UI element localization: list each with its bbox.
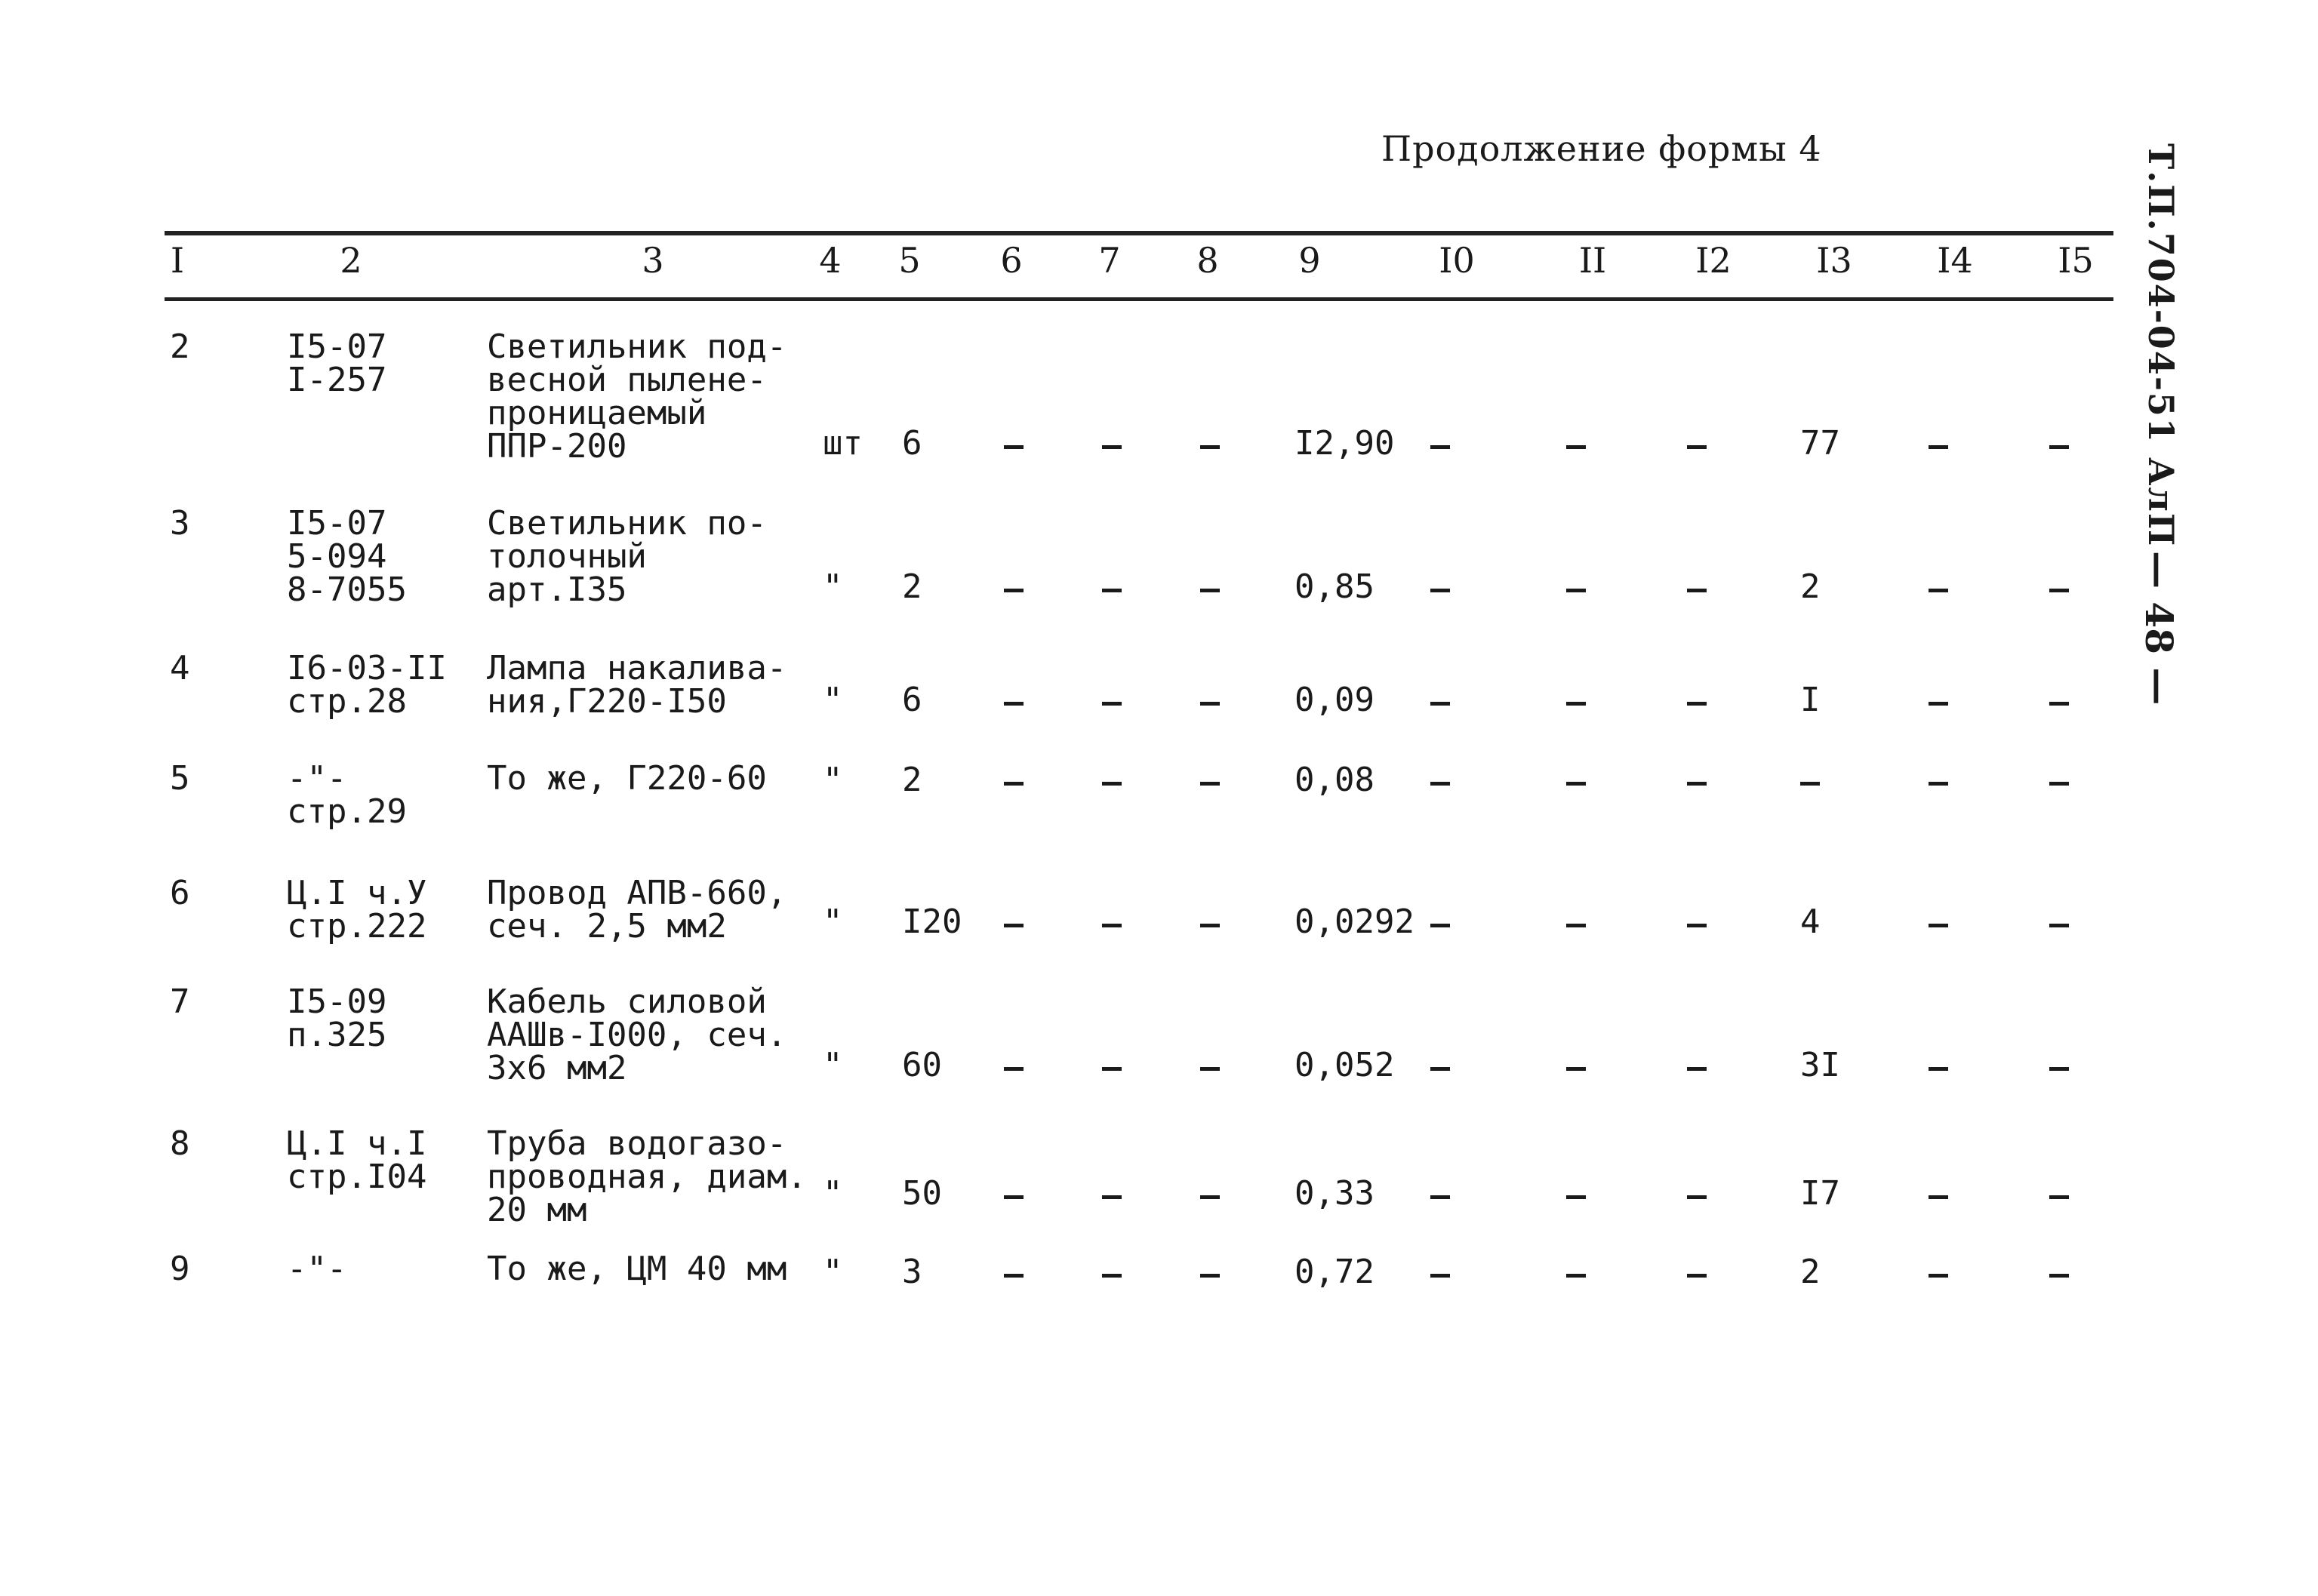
empty-dash-c14 <box>1929 782 1948 786</box>
empty-dash-c15 <box>2049 924 2069 927</box>
row-number: 7 <box>170 983 190 1021</box>
norm-code-line: стр.29 <box>287 792 407 831</box>
item-name-line: Кабель силовой <box>487 983 767 1021</box>
empty-dash-c6 <box>1004 1274 1024 1278</box>
column-header-13: I3 <box>1816 240 1852 281</box>
value-cell-c13: I7 <box>1800 1174 1840 1213</box>
row-number: 6 <box>170 874 190 912</box>
empty-dash-c15 <box>2049 445 2069 449</box>
empty-dash-c10 <box>1430 1274 1450 1278</box>
empty-dash-c10 <box>1430 589 1450 592</box>
unit-cell: " <box>823 903 843 941</box>
empty-dash-c10 <box>1430 702 1450 706</box>
item-name-line: 20 мм <box>487 1191 587 1229</box>
empty-dash-c8 <box>1200 1195 1220 1199</box>
row-number: 4 <box>170 649 190 687</box>
unit-cell: шт <box>823 424 863 463</box>
empty-dash-c10 <box>1430 1067 1450 1071</box>
row-number: 2 <box>170 328 190 366</box>
empty-dash-c8 <box>1200 702 1220 706</box>
norm-code-line: -"- <box>287 759 347 798</box>
norm-code-line: 8-7055 <box>287 570 407 609</box>
empty-dash-c12 <box>1687 1195 1707 1199</box>
item-name-line: проводная, диам. <box>487 1158 807 1196</box>
unit-cell: " <box>823 1174 843 1213</box>
empty-dash-c10 <box>1430 924 1450 927</box>
empty-dash-c6 <box>1004 589 1024 592</box>
value-cell-c13: I <box>1800 681 1821 719</box>
column-header-11: II <box>1578 240 1607 281</box>
column-header-1: I <box>170 240 185 281</box>
table-header-rule <box>165 297 2113 301</box>
value-cell-c13: 77 <box>1800 424 1840 463</box>
empty-dash-c6 <box>1004 782 1024 786</box>
empty-dash-c12 <box>1687 924 1707 927</box>
empty-dash-c15 <box>2049 782 2069 786</box>
unit-cell: " <box>823 1253 843 1291</box>
empty-dash-c12 <box>1687 445 1707 449</box>
norm-code-line: -"- <box>287 1250 347 1288</box>
empty-dash-c6 <box>1004 924 1024 927</box>
quantity-cell: 60 <box>902 1046 942 1084</box>
empty-dash-c12 <box>1687 702 1707 706</box>
empty-dash-c11 <box>1566 445 1586 449</box>
row-number: 5 <box>170 759 190 798</box>
empty-dash-c11 <box>1566 924 1586 927</box>
item-name-line: То же, ЦМ 40 мм <box>487 1250 787 1288</box>
item-name-line: ния,Г220-I50 <box>487 682 727 721</box>
row-number: 3 <box>170 504 190 543</box>
unit-cell: " <box>823 567 843 606</box>
item-name-line: 3х6 мм2 <box>487 1049 627 1087</box>
empty-dash-c8 <box>1200 782 1220 786</box>
empty-dash-c14 <box>1929 1067 1948 1071</box>
quantity-cell: 2 <box>902 761 922 799</box>
empty-dash-c6 <box>1004 1195 1024 1199</box>
price-cell: 0,052 <box>1294 1046 1395 1084</box>
item-name-line: То же, Г220-60 <box>487 759 767 798</box>
quantity-cell: I20 <box>902 903 962 941</box>
item-name-line: Светильник под- <box>487 328 787 366</box>
page-number-text: — 48 — <box>2137 551 2181 706</box>
norm-code-line: I6-03-II <box>287 649 447 687</box>
item-name-line: проницаемый <box>487 394 707 432</box>
empty-dash-c7 <box>1102 702 1122 706</box>
column-header-10: I0 <box>1439 240 1475 281</box>
price-cell: 0,08 <box>1294 761 1374 799</box>
column-header-4: 4 <box>819 240 842 281</box>
empty-dash-c14 <box>1929 445 1948 449</box>
empty-dash-c8 <box>1200 924 1220 927</box>
empty-dash-c10 <box>1430 1195 1450 1199</box>
empty-dash-c8 <box>1200 1274 1220 1278</box>
item-name-line: Труба водогазо- <box>487 1124 787 1163</box>
empty-dash-c7 <box>1102 445 1122 449</box>
norm-code-line: Ц.I ч.I <box>287 1124 427 1163</box>
empty-dash-c7 <box>1102 782 1122 786</box>
norm-code-line: I-257 <box>287 361 387 399</box>
norm-code-line: 5-094 <box>287 537 387 576</box>
norm-code-line: I5-09 <box>287 983 387 1021</box>
column-header-9: 9 <box>1298 240 1321 281</box>
empty-dash-c14 <box>1929 589 1948 592</box>
norm-code-line: I5-07 <box>287 504 387 543</box>
row-number: 9 <box>170 1250 190 1288</box>
column-header-6: 6 <box>1000 240 1023 281</box>
empty-dash-c7 <box>1102 1274 1122 1278</box>
empty-dash-c7 <box>1102 1195 1122 1199</box>
item-name-line: сеч. 2,5 мм2 <box>487 907 727 946</box>
empty-dash-c13 <box>1800 782 1820 786</box>
price-cell: 0,33 <box>1294 1174 1374 1213</box>
empty-dash-c12 <box>1687 1274 1707 1278</box>
item-name-line: ППР-200 <box>487 427 627 466</box>
quantity-cell: 2 <box>902 567 922 606</box>
item-name-line: Светильник по- <box>487 504 767 543</box>
norm-code-line: стр.28 <box>287 682 407 721</box>
empty-dash-c7 <box>1102 589 1122 592</box>
empty-dash-c12 <box>1687 782 1707 786</box>
column-header-14: I4 <box>1937 240 1973 281</box>
empty-dash-c10 <box>1430 445 1450 449</box>
unit-cell: " <box>823 681 843 719</box>
column-header-15: I5 <box>2058 240 2094 281</box>
quantity-cell: 3 <box>902 1253 922 1291</box>
empty-dash-c14 <box>1929 924 1948 927</box>
norm-code-line: Ц.I ч.У <box>287 874 427 912</box>
price-cell: 0,72 <box>1294 1253 1374 1291</box>
quantity-cell: 50 <box>902 1174 942 1213</box>
norm-code-line: I5-07 <box>287 328 387 366</box>
empty-dash-c12 <box>1687 589 1707 592</box>
price-cell: I2,90 <box>1294 424 1395 463</box>
item-name-line: Лампа накалива- <box>487 649 787 687</box>
empty-dash-c11 <box>1566 1195 1586 1199</box>
empty-dash-c14 <box>1929 1195 1948 1199</box>
value-cell-c13: 2 <box>1800 1253 1821 1291</box>
column-header-3: 3 <box>642 240 664 281</box>
empty-dash-c7 <box>1102 1067 1122 1071</box>
empty-dash-c15 <box>2049 589 2069 592</box>
empty-dash-c8 <box>1200 589 1220 592</box>
table-top-rule <box>165 231 2113 235</box>
value-cell-c13: 4 <box>1800 903 1821 941</box>
empty-dash-c12 <box>1687 1067 1707 1071</box>
page-number <box>2136 551 2189 717</box>
column-header-2: 2 <box>340 240 362 281</box>
norm-code-line: стр.222 <box>287 907 427 946</box>
empty-dash-c11 <box>1566 702 1586 706</box>
value-cell-c13: 2 <box>1800 567 1821 606</box>
unit-cell: " <box>823 761 843 799</box>
item-name-line: толочный <box>487 537 647 576</box>
empty-dash-c11 <box>1566 1067 1586 1071</box>
column-header-5: 5 <box>898 240 921 281</box>
empty-dash-c11 <box>1566 782 1586 786</box>
empty-dash-c6 <box>1004 702 1024 706</box>
price-cell: 0,09 <box>1294 681 1374 719</box>
item-name-line: Провод АПВ-660, <box>487 874 787 912</box>
empty-dash-c11 <box>1566 589 1586 592</box>
document-code-text: Т.П.704-04-51 АлП <box>2141 143 2181 548</box>
empty-dash-c14 <box>1929 702 1948 706</box>
empty-dash-c7 <box>1102 924 1122 927</box>
norm-code-line: стр.I04 <box>287 1158 427 1196</box>
empty-dash-c6 <box>1004 445 1024 449</box>
row-number: 8 <box>170 1124 190 1163</box>
value-cell-c13: 3I <box>1800 1046 1840 1084</box>
column-header-12: I2 <box>1695 240 1732 281</box>
empty-dash-c10 <box>1430 782 1450 786</box>
empty-dash-c6 <box>1004 1067 1024 1071</box>
empty-dash-c15 <box>2049 1195 2069 1199</box>
empty-dash-c14 <box>1929 1274 1948 1278</box>
item-name-line: ААШв-I000, сеч. <box>487 1016 787 1054</box>
empty-dash-c8 <box>1200 445 1220 449</box>
unit-cell: " <box>823 1046 843 1084</box>
empty-dash-c15 <box>2049 702 2069 706</box>
price-cell: 0,85 <box>1294 567 1374 606</box>
column-header-8: 8 <box>1196 240 1219 281</box>
quantity-cell: 6 <box>902 424 922 463</box>
quantity-cell: 6 <box>902 681 922 719</box>
empty-dash-c15 <box>2049 1274 2069 1278</box>
empty-dash-c15 <box>2049 1067 2069 1071</box>
form-continuation-heading: Продолжение формы 4 <box>1381 128 1822 169</box>
norm-code-line: п.325 <box>287 1016 387 1054</box>
column-header-7: 7 <box>1098 240 1121 281</box>
item-name-line: арт.I35 <box>487 570 627 609</box>
price-cell: 0,0292 <box>1294 903 1415 941</box>
empty-dash-c8 <box>1200 1067 1220 1071</box>
empty-dash-c11 <box>1566 1274 1586 1278</box>
item-name-line: весной пылене- <box>487 361 767 399</box>
